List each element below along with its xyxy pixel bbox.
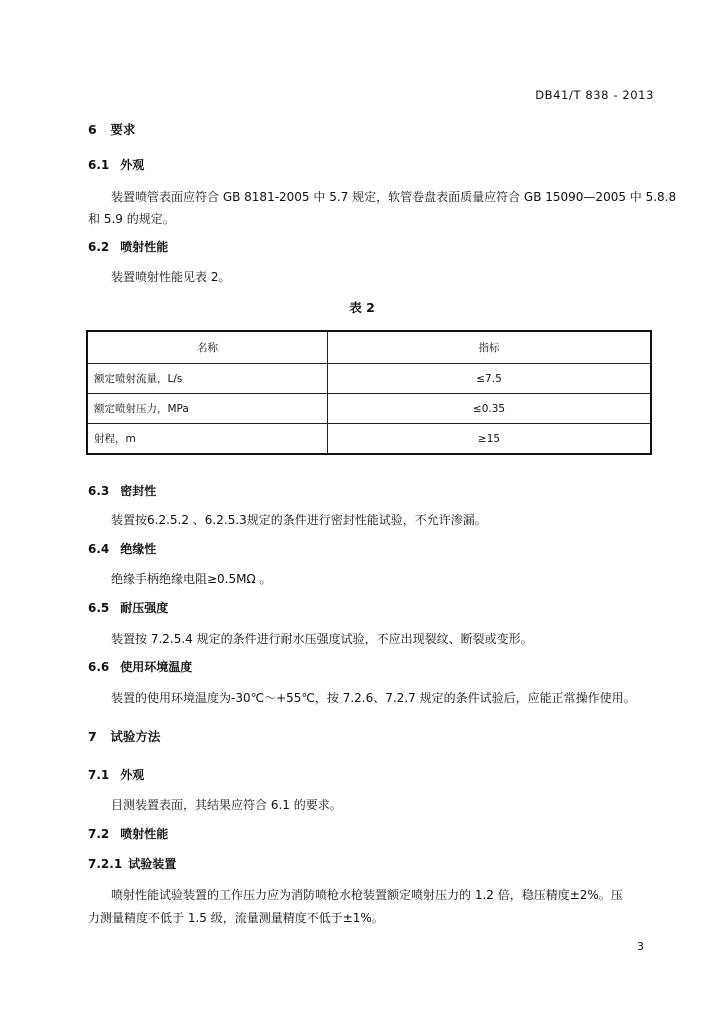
paragraph-6-3: 装置按6.2.5.2 、6.2.5.3规定的条件进行密封性能试验，不允许渗漏。 [111, 513, 487, 527]
section-number: 7.2 [88, 827, 110, 841]
section-number: 7.1 [88, 768, 110, 782]
section-title: 喷射性能 [120, 827, 169, 841]
section-number: 7.2.1 [88, 857, 123, 871]
paragraph-6-2: 装置喷射性能见表 2。 [111, 270, 231, 284]
section-title: 外观 [120, 768, 145, 782]
paragraph-6-1-line-1: 装置喷管表面应符合 GB 8181-2005 中 5.7 规定，软管卷盘表面质量应符合 GB 15090—2005 中 5.8.8 [111, 190, 677, 204]
header-name: 名称 [87, 331, 328, 364]
section-6-5-heading [88, 599, 168, 616]
header-spec: 指标 [328, 331, 652, 364]
section-6-heading [88, 120, 135, 138]
paragraph-7-1: 目测装置表面，其结果应符合 6.1 的要求。 [111, 798, 342, 812]
row-value: ≥15 [328, 424, 652, 455]
section-title: 喷射性能 [120, 240, 169, 254]
section-7-2-1-heading [88, 855, 176, 872]
section-6-3-heading [88, 482, 156, 499]
paragraph-7-2-1-line-2: 力测量精度不低于 1.5 级，流量测量精度不低于±1%。 [88, 911, 384, 925]
table-caption: 表 2 [349, 300, 375, 315]
table-row [87, 364, 651, 394]
section-title: 要求 [110, 122, 136, 137]
row-value: ≤7.5 [328, 364, 652, 394]
section-number: 6.2 [88, 240, 110, 254]
paragraph-6-6: 装置的使用环境温度为-30℃～+55℃，按 7.2.6、7.2.7 规定的条件试验后，应能正常操作使用。 [111, 691, 636, 705]
section-7-heading [88, 727, 160, 745]
section-number: 6.1 [88, 158, 110, 172]
section-number: 7 [88, 729, 97, 744]
table-header-row [87, 331, 651, 364]
paragraph-6-5: 装置按 7.2.5.4 规定的条件进行耐水压强度试验，不应出现裂纹、断裂或变形。 [111, 632, 533, 646]
section-title: 试验方法 [110, 729, 161, 744]
section-6-2-heading [88, 238, 168, 255]
section-title: 耐压强度 [120, 601, 169, 615]
row-name: 额定喷射流量，L/s [87, 364, 328, 394]
page-number: 3 [637, 940, 644, 953]
section-number: 6.4 [88, 542, 110, 556]
table-row [87, 424, 651, 455]
paragraph-7-2-1-line-1: 喷射性能试验装置的工作压力应为消防喷枪水枪装置额定喷射压力的 1.2 倍，稳压精度±2%。压 [111, 888, 623, 902]
standard-code: DB41/T 838 - 2013 [535, 88, 654, 102]
section-7-2-heading [88, 825, 168, 842]
section-title: 外观 [120, 158, 145, 172]
section-6-6-heading [88, 658, 192, 675]
section-title: 试验装置 [128, 857, 177, 871]
section-6-4-heading [88, 540, 156, 557]
row-name: 额定喷射压力，MPa [87, 394, 328, 424]
spec-table [86, 330, 652, 455]
section-title: 密封性 [120, 484, 157, 498]
row-name: 射程，m [87, 424, 328, 455]
section-title: 使用环境温度 [120, 660, 193, 674]
section-6-1-heading [88, 156, 144, 173]
row-value: ≤0.35 [328, 394, 652, 424]
section-number: 6.5 [88, 601, 110, 615]
section-number: 6.6 [88, 660, 110, 674]
paragraph-6-1-line-2: 和 5.9 的规定。 [88, 212, 175, 226]
paragraph-6-4: 绝缘手柄绝缘电阻≥0.5MΩ 。 [111, 572, 272, 586]
table-row [87, 394, 651, 424]
section-title: 绝缘性 [120, 542, 157, 556]
section-number: 6 [88, 122, 97, 137]
section-number: 6.3 [88, 484, 110, 498]
section-7-1-heading [88, 766, 144, 783]
